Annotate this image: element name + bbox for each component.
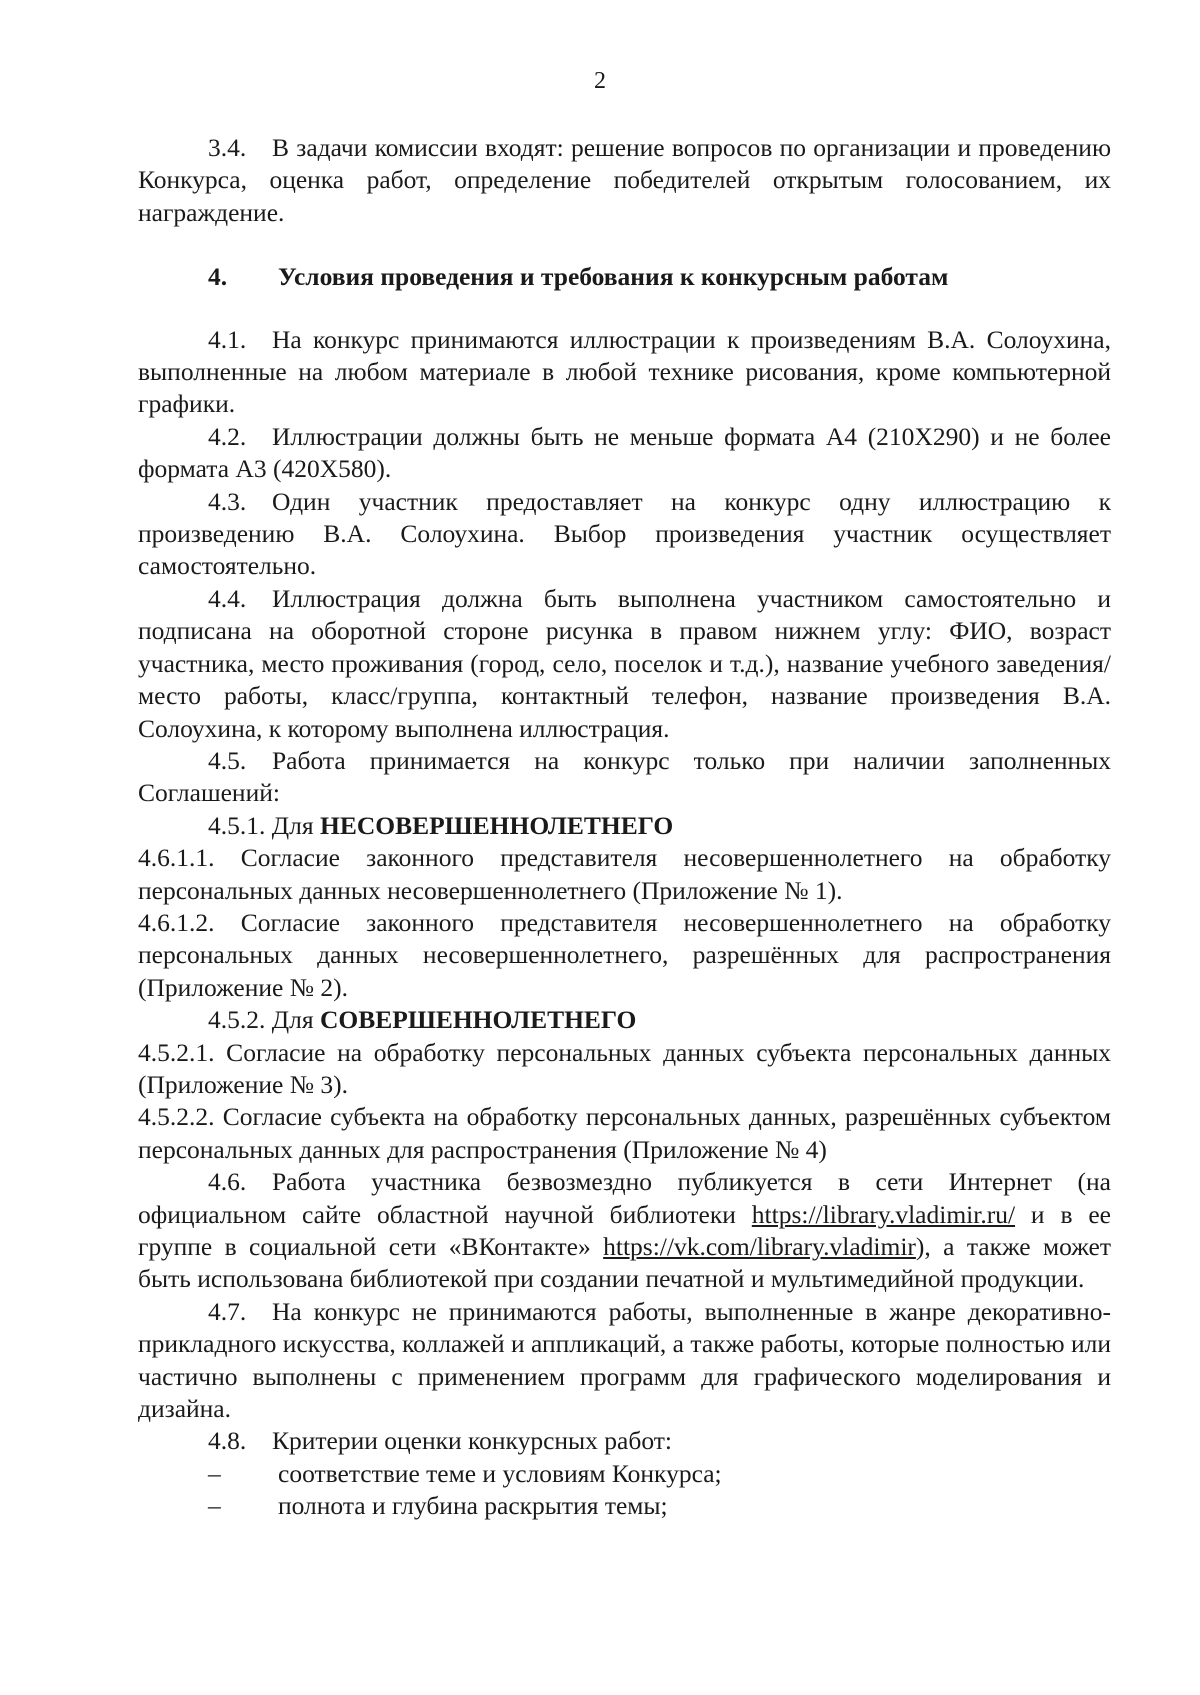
dash-bullet: – [208,1458,221,1488]
criteria-item [138,1490,1111,1522]
paragraph-4-2 [138,421,1111,486]
paragraph-4-5-2-2: 4.5.2.2. Согласие субъекта на обработку персональных данных, разрешённых субъектом персональных данных для распространения (Приложение № 4) [138,1102,1111,1164]
criteria-text: полнота и глубина раскрытия темы; [278,1491,668,1521]
criteria-text: соответствие теме и условиям Конкурса; [278,1458,722,1488]
paragraph-text: Работа участника безвозмездно публикуется в сети Интернет (на официальном сайте областной научной библиотеки [138,1167,1111,1229]
paragraph-4-5 [138,745,1111,810]
dash-bullet: – [208,1491,221,1521]
paragraph-text: ), а также может быть использована библиотекой при создании печатной и мультимедийной продукции. [138,1232,1111,1294]
paragraph-number: 3.4. [208,133,247,162]
paragraph-text: На конкурс не принимаются работы, выполненные в жанре декоративно-прикладного искусства, коллажей и аппликаций, а также работы, которые полностью или частично выполнены с применением программ для графического моделирования и дизайна. [138,1296,1111,1424]
paragraph-number: 4.4. [208,583,247,613]
paragraph-number: 4.5. [208,745,247,775]
paragraph-4-1 [138,324,1111,421]
paragraph-4-6-1-1: 4.6.1.1. Согласие законного представителя несовершеннолетнего на обработку персональных данных несовершеннолетнего (Приложение № 1). [138,843,1111,905]
paragraph-text: Иллюстрации должны быть не меньше формата А4 (210Х290) и не более формата А3 (420Х580). [138,421,1111,484]
paragraph-number: 4.7. [208,1296,247,1326]
section-heading-4 [138,261,1111,293]
subsection-prefix: 4.5.2. Для [208,1005,320,1035]
paragraph-4-6 [138,1166,1111,1296]
paragraph-4-7 [138,1296,1111,1426]
paragraph-number: 4.6. [208,1167,247,1197]
subsection-title: СОВЕРШЕННОЛЕТНЕГО [319,1005,637,1035]
paragraph-number: 4.8. [208,1426,247,1456]
vk-group-link[interactable]: https://vk.com/library.vladimir [603,1232,916,1261]
document-body [138,132,1111,1523]
paragraph-4-6-1-2: 4.6.1.2. Согласие законного представителя несовершеннолетнего на обработку персональных данных несовершеннолетнего, разрешённых для распространения (Приложение № 2). [138,907,1111,1002]
paragraph-4-5-2-1: 4.5.2.1. Согласие на обработку персональных данных субъекта персональных данных (Приложение № 3). [138,1037,1111,1099]
paragraph-text: Критерии оценки конкурсных работ: [272,1426,672,1456]
subsection-title: НЕСОВЕРШЕННОЛЕТНЕГО [319,810,674,840]
section-number: 4. [208,262,228,292]
paragraph-text: Работа принимается на конкурс только при наличии заполненных Соглашений: [138,745,1111,808]
paragraph-text: В задачи комиссии входят: решение вопросов по организации и проведению Конкурса, оценка работ, определение победителей открытым голосованием, их награждение. [138,133,1111,227]
paragraph-text: Один участник предоставляет на конкурс одну иллюстрацию к произведению В.А. Солоухина. Выбор произведения участник осуществляет самостоятельно. [138,486,1111,581]
paragraph-4-8 [138,1425,1111,1457]
paragraph-text: Иллюстрация должна быть выполнена участником самостоятельно и подписана на оборотной стороне рисунка в правом нижнем углу: ФИО, возраст участника, место проживания (город, село, поселок и т.д.), название учебного заведения/место работы, класс/группа, контактный телефон, название произведения В.А. Солоухина, к которому выполнена иллюстрация. [138,583,1111,743]
section-title: Условия проведения и требования к конкурсным работам [278,262,949,292]
library-site-link[interactable]: https://library.vladimir.ru/ [751,1199,1016,1229]
paragraph-4-3 [138,486,1111,583]
criteria-item [138,1458,1111,1490]
paragraph-4-5-2 [138,1004,1111,1036]
paragraph-4-4 [138,583,1111,745]
paragraph-3-4 [138,132,1111,229]
paragraph-number: 4.2. [208,421,247,451]
paragraph-text: и в ее группе в социальной сети «ВКонтакте» [138,1199,1111,1261]
page-number: 2 [594,68,606,94]
subsection-prefix: 4.5.1. Для [208,810,320,840]
paragraph-number: 4.1. [208,324,247,354]
paragraph-4-5-1 [138,810,1111,842]
paragraph-number: 4.3. [208,486,247,516]
paragraph-text: На конкурс принимаются иллюстрации к произведениям В.А. Солоухина, выполненные на любом материале в любой технике рисования, кроме компьютерной графики. [138,324,1111,419]
